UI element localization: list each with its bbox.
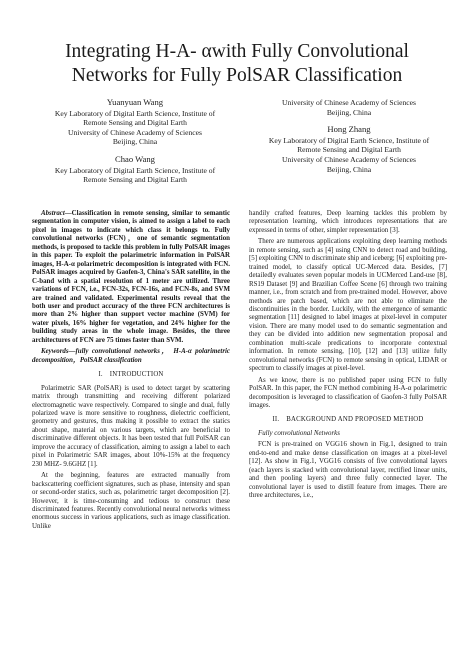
title-line-1: Integrating H-A- αwith Fully Convolutional bbox=[65, 41, 409, 62]
author-name: Yuanyuan Wang bbox=[106, 97, 164, 107]
body-paragraph: There are numerous applications exploiting deep learning methods in remote sensing, such as [4] using CNN to detect road and building, [5] exploiting CNN to discriminate ship and iceberg; [6] exploiting pre-trained model, to classify optical UC-Merced data. Besides, [7] detailedly evaluates seven popular models in UCMerced Land-use [8], RS19 Dataset [9] and Brazilian Coffee Scene [6] through two training manner, i.e., from scratch and from pre-trained model. However, above methods are patch based, which are not able to eliminate the discontinuities in the border. Luckily, with the emergence of semantic segmentation [11] designed to label images at pixel-level in computer vision. There are many model used to do semantic segmentation and they can be divided into addition new segmentation proposal and combination multi-scale predications to incorporate contextual information. In remote sensing, [10], [12] and [13] utilize fully convolutional networks (FCN) to remote sensing in optical, LIDAR or spectrum to classify images at pixel-level. bbox=[249, 238, 447, 373]
affiliation-line: University of Chinese Academy of Sciences bbox=[282, 154, 416, 164]
right-column bbox=[249, 210, 447, 504]
affiliation-line: Beijing, China bbox=[326, 164, 372, 174]
affiliation-line: University of Chinese Academy of Sciences bbox=[68, 127, 202, 137]
author-name: Hong Zhang bbox=[327, 124, 371, 135]
keywords: Keywords—fully convolutional networks， H-A-α polarimetric decomposition，PolSAR classification bbox=[32, 348, 230, 364]
body-paragraph: FCN is pre-trained on VGG16 shown in Fig.1, designed to train end-to-end and make dense classification on images at a pixel-level [12]. As show in Fig.1, VGG16 consists of five convolutional layers (each layers is stacked with convolutional layer, rectified linear units, and then pooling layers) and three fully connected layer. The convolutional layer is used to distill feature from images. There are three architectures, i.e., bbox=[249, 441, 447, 500]
section-heading-introduction: I. INTRODUCTION bbox=[98, 371, 164, 379]
affiliation-line: Key Laboratory of Digital Earth Science, Institute of bbox=[268, 135, 430, 145]
abstract bbox=[32, 210, 230, 345]
affiliation-line: University of Chinese Academy of Sciences bbox=[282, 98, 416, 107]
section-heading-background: II. BACKGROUND AND PROPOSED METHOD bbox=[272, 416, 424, 424]
affiliation-line: Remote Sensing and Digital Earth bbox=[83, 118, 187, 128]
author-column-left bbox=[30, 98, 240, 185]
affiliation-line: Key Laboratory of Digital Earth Science, Institute of bbox=[54, 165, 216, 175]
body-paragraph: As we know, there is no published paper using FCN to fully PolSAR. In this paper, the FCN method combining H-A-α polarimetric decomposition is leveraged to classification of Gaofen-3 fully PolSAR images. bbox=[249, 376, 447, 409]
affiliation-line: Beijing, China bbox=[112, 137, 158, 147]
affiliation-line: Remote Sensing and Digital Earth bbox=[297, 145, 401, 155]
abstract-label: Abstract bbox=[41, 210, 65, 217]
title-line-2: Networks for Fully PolSAR Classification bbox=[71, 65, 403, 86]
affiliation-line: Key Laboratory of Digital Earth Science, Institute of bbox=[54, 108, 216, 118]
author-name: Chao Wang bbox=[115, 153, 155, 164]
body-paragraph: handily crafted features, Deep learning tackles this problem by representation learning, which introduces representations that are expressed in terms of other, simpler representation [3]. bbox=[249, 210, 447, 234]
paper-title bbox=[0, 40, 474, 88]
abstract-text: —Classification in remote sensing, similar to semantic segmentation in computer vision, is aimed to assign a label to each pixel in images to indicate which class it belongs to. Fully convolutional networks (FCN)，one of semantic segmentation methods, is proposed to tackle this problem in fully PolSAR images in this paper. To exploit the polarimetric information in PolSAR images, H-A-α polarimetric decomposition is integrated with FCN. PolSAR images acquired by Gaofen-3, China's SAR satellite, in the C-band with a spatial resolution of 1 meter are utilized. Three variations of FCN, i.e., FCN-32s, FCN-16s, and FCN-8s, and SVM are trained and validated. Experimental results reveal that the both user and product accuracy of the three FCN architectures is more than 2% higher than support vector machine (SVM) for water pixels, 16% higher for vegetation, and 24% higher for the building study areas in the whole image. Besides, the three architectures of FCN are 75 times faster than SVM. bbox=[32, 210, 230, 344]
author-column-right bbox=[254, 98, 444, 174]
body-paragraph: Polarimetric SAR (PolSAR) is used to detect target by scattering matrix through transmitting and receiving different polarized electromagnetic wave respectively. Compared to single and dual, fully polarized wave is more sensitive to roughness, dielectric coefficient, geometry and gestures, thus making it possible to extract the statics about shape, material on various targets, which are beneficial to discriminative different objects. It has been tested that full PolSAR can improve the accuracy of classification, aiming to assign a label to each pixel in Polarimetric SAR images, about 10%-15% at the frequency 230 MHZ- 9.6GHZ [1]. bbox=[32, 384, 230, 468]
affiliation-line: Beijing, China bbox=[326, 107, 372, 117]
body-paragraph: At the beginning, features are extracted manually from backscattering coefficient signatures, such as phase, intensity and span or second-order statics, such as, polarimetric target decomposition [2]. However, it is time-consuming and tedious to construct these discriminated features. Recently convolutional neural networks witness enormous success in various applications, such as image classification. Unlike bbox=[32, 472, 230, 530]
affiliation-line: Remote Sensing and Digital Earth bbox=[83, 175, 187, 185]
subsection-heading: Fully convolutional Networks bbox=[258, 429, 340, 437]
left-column bbox=[32, 210, 230, 534]
